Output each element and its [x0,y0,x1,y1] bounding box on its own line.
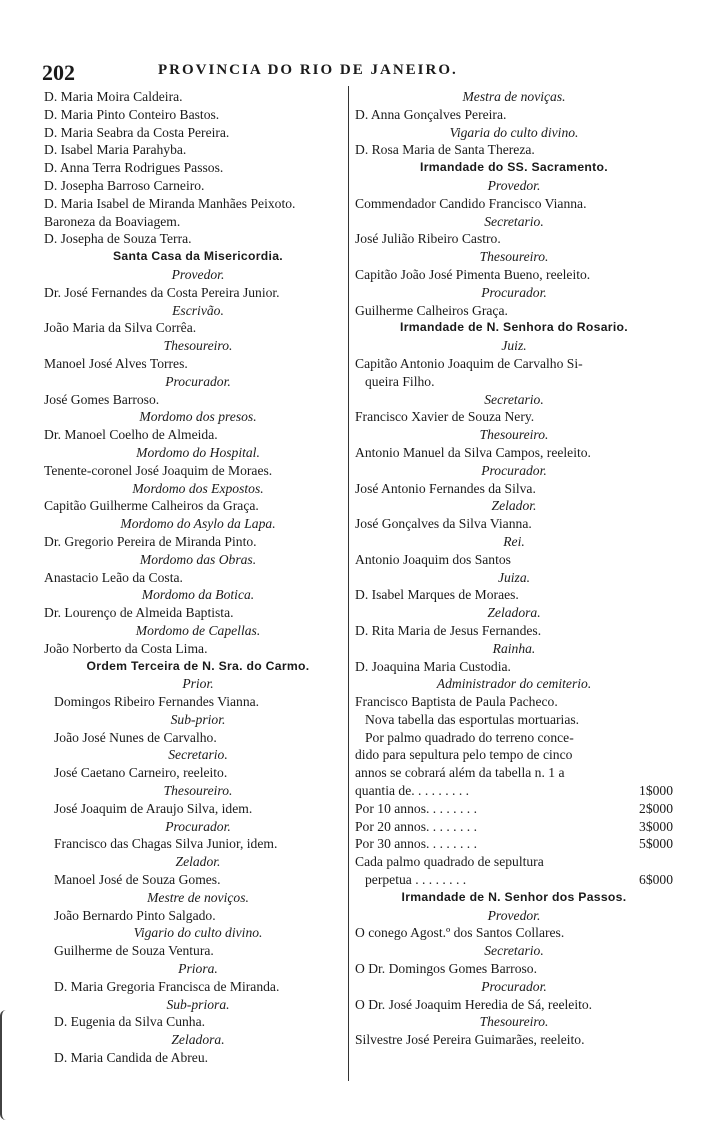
list-item: Domingos Ribeiro Fernandes Vianna. [54,694,260,710]
left-column [44,88,352,1067]
list-item: Francisco Baptista de Paula Pacheco. [355,694,558,710]
section-heading: Santa Casa da Misericordia. [113,249,283,264]
role-title: Thesoureiro. [163,338,233,354]
role-title: Mordomo dos presos. [139,409,257,425]
role-title: Provedor. [487,907,541,923]
section-heading: Irmandade do SS. Sacramento. [420,160,608,175]
list-item: D. Rita Maria de Jesus Fernandes. [355,622,542,638]
role-title: Mordomo das Obras. [139,551,257,567]
section-heading: Ordem Terceira de N. Sra. do Carmo. [86,658,310,673]
list-item: João José Nunes de Carvalho. [54,729,217,745]
list-item: Francisco Xavier de Souza Nery. [355,409,535,425]
fee-row [355,835,673,853]
fee-value: 5$000 [639,836,673,852]
fee-value: 6$000 [639,872,673,888]
role-title: Procurador. [481,978,547,994]
fee-label: Por 20 annos. . . . . . . . [355,818,477,834]
role-title: Mordomo da Botica. [141,587,255,603]
role-title: Sub-priora. [166,996,230,1012]
list-item: Manoel José Alves Torres. [44,355,188,371]
list-item: José Joaquim de Araujo Silva, idem. [54,800,253,816]
role-title: Zeladora. [171,1032,225,1048]
section-heading: Irmandade de N. Senhor dos Passos. [401,889,627,904]
role-title: Vigario do culto divino. [133,925,263,941]
list-item: Baroneza da Boaviagem. [44,213,181,229]
role-title: Sub-prior. [170,711,226,727]
list-item: D. Maria Isabel de Miranda Manhães Peixoto. [44,195,296,211]
list-item: Guilherme Calheiros Graça. [355,302,508,318]
role-title: Thesoureiro. [163,783,233,799]
role-title: Procurador. [165,373,231,389]
role-title: Procurador. [481,462,547,478]
list-item: Antonio Joaquim dos Santos [355,551,511,567]
list-item: D. Eugenia da Silva Cunha. [54,1014,206,1030]
list-item: Antonio Manuel da Silva Campos, reeleito. [355,444,591,460]
list-item: D. Anna Gonçalves Pereira. [355,106,507,122]
list-item: Francisco das Chagas Silva Junior, idem. [54,836,278,852]
list-item: João Maria da Silva Corrêa. [44,320,197,336]
role-title: Procurador. [165,818,231,834]
fee-label: Por 30 annos. . . . . . . . [355,836,477,852]
paragraph-line: dido para sepultura pelo tempo de cinco [355,747,573,763]
list-item: Capitão Antonio Joaquim de Carvalho Si- [355,355,583,371]
list-item: Capitão João José Pimenta Bueno, reeleito. [355,266,591,282]
role-title: Mordomo dos Expostos. [132,480,264,496]
list-item: D. Maria Moira Caldeira. [44,89,183,104]
list-item: Anastacio Leão da Costa. [44,569,183,585]
role-title: Provedor. [487,177,541,193]
list-item: Silvestre José Pereira Guimarães, reeleito. [355,1032,585,1048]
role-title: Provedor. [171,266,225,282]
role-title: Zelador. [175,854,221,870]
role-title: Mestre de noviços. [147,889,249,905]
role-title: Escrivão. [172,302,224,318]
fee-value: 2$000 [639,800,673,816]
fee-label: quantia de. . . . . . . . . [355,783,470,799]
page-number: 202 [42,60,75,85]
fee-value: 3$000 [639,818,673,834]
list-item: João Bernardo Pinto Salgado. [54,907,216,923]
role-title: Rei. [503,533,525,549]
list-item: D. Josepha Barroso Carneiro. [44,177,205,193]
list-item: D. Maria Gregoria Francisca de Miranda. [54,978,280,994]
table-title: Nova tabella das esportulas mortuarias. [365,711,580,727]
list-item: D. Josepha de Souza Terra. [44,231,192,247]
fee-label: perpetua . . . . . . . . [365,872,467,888]
role-title: Thesoureiro. [479,249,549,265]
role-title: Administrador do cemiterio. [436,676,592,692]
list-item: Capitão Guilherme Calheiros da Graça. [44,498,259,514]
list-item: D. Maria Pinto Conteiro Bastos. [44,106,220,122]
list-item: Dr. José Fernandes da Costa Pereira Junior. [44,284,280,300]
role-title: Mestra de noviças. [462,89,566,104]
role-title: Thesoureiro. [479,427,549,443]
role-title: Secretario. [484,943,544,959]
list-item: D. Isabel Marques de Moraes. [355,587,519,603]
list-item: Dr. Lourenço de Almeida Baptista. [44,605,234,621]
list-item: José Gonçalves da Silva Vianna. [355,516,532,532]
role-title: Secretario. [484,391,544,407]
role-title: Thesoureiro. [479,1014,549,1030]
role-title: Priora. [178,961,218,977]
role-title: Juiza. [497,569,531,585]
list-item: D. Maria Seabra da Costa Pereira. [44,124,230,140]
role-title: Zelador. [491,498,537,514]
list-item: O conego Agost.º dos Santos Collares. [355,925,565,941]
list-item: Dr. Gregorio Pereira de Miranda Pinto. [44,533,257,549]
section-heading: Irmandade de N. Senhora do Rosario. [400,320,628,335]
list-item: José Julião Ribeiro Castro. [355,231,501,247]
paragraph-line: annos se cobrará além da tabella n. 1 a [355,765,565,781]
list-item: queira Filho. [365,373,435,389]
list-item: D. Rosa Maria de Santa Thereza. [355,142,535,158]
fee-row [355,871,673,889]
fee-row [355,800,673,818]
role-title: Secretario. [168,747,228,763]
list-item: José Caetano Carneiro, reeleito. [54,765,228,781]
paragraph-line: Cada palmo quadrado de sepultura [355,854,544,870]
role-title: Mordomo de Capellas. [135,622,261,638]
list-item: D. Isabel Maria Parahyba. [44,142,187,158]
role-title: Prior. [182,676,214,692]
page-edge-mark [0,1010,12,1120]
list-item: D. Maria Candida de Abreu. [54,1050,209,1066]
right-column [355,88,673,1049]
list-item: O Dr. Domingos Gomes Barroso. [355,961,537,977]
list-item: Tenente-coronel José Joaquim de Moraes. [44,462,273,478]
role-title: Juiz. [501,338,527,354]
running-header: PROVINCIA DO RIO DE JANEIRO. [158,62,458,78]
list-item: José Antonio Fernandes da Silva. [355,480,536,496]
fee-row [355,782,673,800]
list-item: D. Joaquina Maria Custodia. [355,658,511,674]
list-item: Dr. Manoel Coelho de Almeida. [44,427,218,443]
role-title: Zeladora. [487,605,541,621]
fee-label: Por 10 annos. . . . . . . . [355,800,477,816]
fee-row [355,818,673,836]
role-title: Procurador. [481,284,547,300]
role-title: Mordomo do Asylo da Lapa. [120,516,276,532]
list-item: Manoel José de Souza Gomes. [54,872,221,888]
list-item: Commendador Candido Francisco Vianna. [355,195,587,211]
role-title: Rainha. [492,640,536,656]
paragraph-line: Por palmo quadrado do terreno conce- [365,729,574,745]
list-item: O Dr. José Joaquim Heredia de Sá, reeleito. [355,996,593,1012]
list-item: João Norberto da Costa Lima. [44,640,208,656]
list-item: José Gomes Barroso. [44,391,160,407]
list-item: D. Anna Terra Rodrigues Passos. [44,160,224,176]
role-title: Secretario. [484,213,544,229]
role-title: Mordomo do Hospital. [136,444,260,460]
role-title: Vigaria do culto divino. [449,124,579,140]
list-item: Guilherme de Souza Ventura. [54,943,214,959]
fee-value: 1$000 [639,783,673,799]
